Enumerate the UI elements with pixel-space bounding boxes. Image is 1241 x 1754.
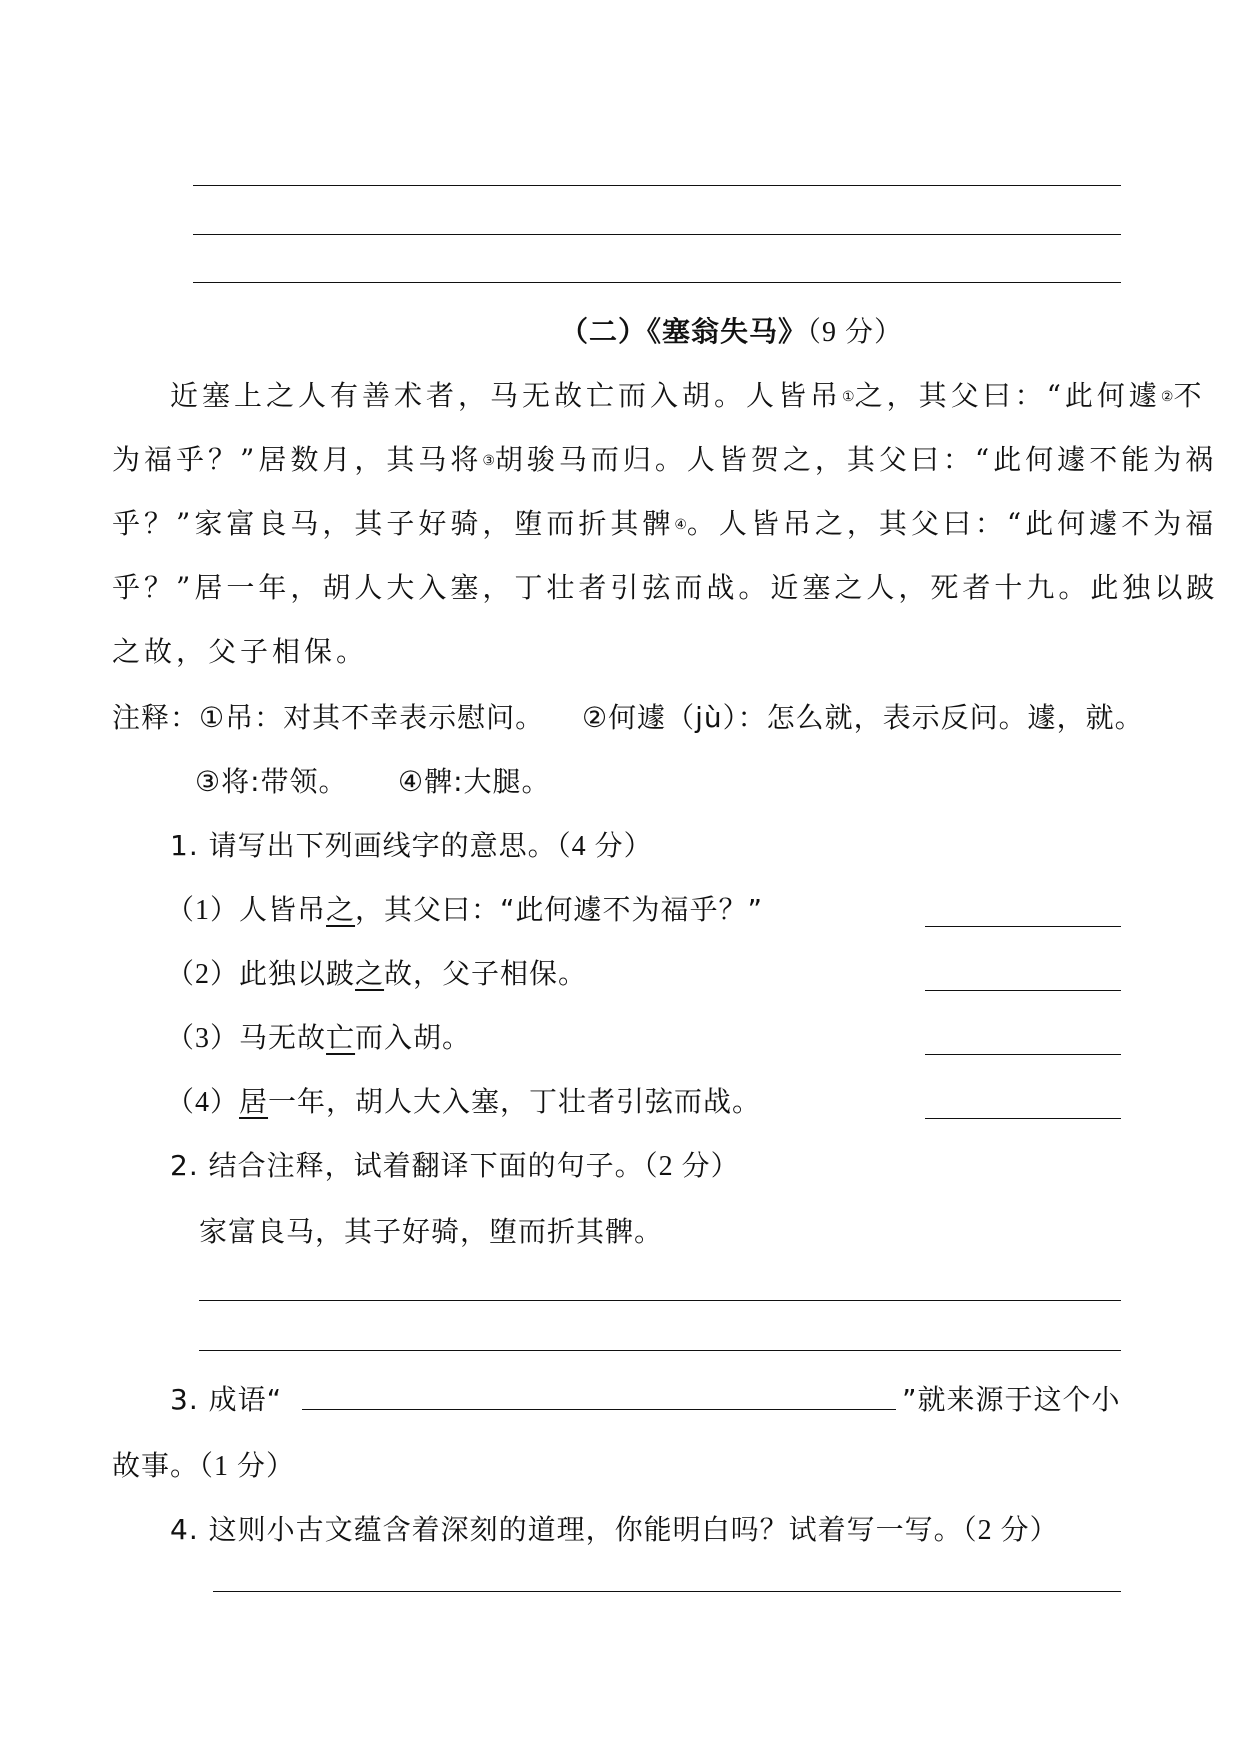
note-2: ②何遽（jù）：怎么就，表示反问。遽，就。: [582, 701, 1144, 734]
footnote-marker-1: ①: [842, 389, 855, 405]
q2-answer-line-2[interactable]: [199, 1350, 1121, 1351]
q1-answer-blank-1[interactable]: [925, 926, 1121, 927]
passage-text: 。人皆吊之，其父曰：“此何遽不为福: [686, 507, 1218, 540]
underlined-character: 亡: [326, 1021, 356, 1054]
q1-item-text: 马无故: [239, 1021, 327, 1054]
note-3: ③将:带领。: [195, 765, 348, 798]
passage-text: 为福乎？”居数月，其马将: [112, 443, 483, 476]
passage-line-2: [112, 438, 1217, 478]
q1-item-number: （4）: [166, 1087, 240, 1118]
underlined-character: 之: [355, 957, 385, 990]
q1-item-number: （1）: [166, 895, 240, 926]
notes-label: 注释：: [112, 701, 200, 734]
footnote-marker-2: ②: [1160, 389, 1174, 405]
q1-item-text: 一年，胡人大入塞，丁壮者引弦而战。: [268, 1085, 762, 1118]
passage-text: 近塞上之人有善术者，马无故亡而入胡。人皆吊: [170, 379, 843, 412]
footnote-marker-3: ③: [482, 453, 495, 469]
passage-line-4: [112, 566, 1218, 606]
footnote-marker-4: ④: [674, 517, 687, 533]
q1-item-1: [166, 888, 763, 928]
q4-prompt: [170, 1508, 1059, 1548]
section-title: [560, 310, 903, 350]
q1-item-3: [166, 1016, 471, 1056]
passage-text: 乎？”居一年，胡人大入塞，丁壮者引弦而战。近塞之人，死者十九。此独以跛: [112, 571, 1219, 604]
q2-sentence: 家富良马，其子好骑，堕而折其髀。: [199, 1215, 664, 1248]
q4-answer-line[interactable]: [213, 1591, 1121, 1592]
passage-text: 之，其父曰：“此何遽: [854, 379, 1161, 412]
passage-text: 乎？”家富良马，其子好骑，堕而折其髀: [112, 507, 675, 540]
q4-points: （2 分）: [962, 1515, 1059, 1546]
q1-item-text: 而入胡。: [355, 1021, 472, 1054]
answer-line-top-3[interactable]: [193, 282, 1121, 283]
q1-item-text: 人皆吊: [239, 893, 327, 926]
q1-item-text: 故，父子相保。: [384, 957, 588, 990]
q1-item-number: （2）: [166, 959, 240, 990]
q1-item-2: [166, 952, 587, 992]
q3-prompt-end: ”就来源于这个小: [902, 1383, 1121, 1416]
q4-prompt-text: 4. 这则小古文蕴含着深刻的道理，你能明白吗？试着写一写。: [170, 1513, 963, 1546]
passage-line-1: [170, 374, 1205, 414]
q2-answer-line-1[interactable]: [199, 1300, 1121, 1301]
q1-item-text: 此独以跛: [239, 957, 356, 990]
passage-line-3: [112, 502, 1217, 542]
q3-points: （1 分）: [199, 1451, 296, 1482]
note-4: ④髀:大腿。: [398, 765, 551, 798]
q1-item-4: [166, 1080, 761, 1120]
q1-points: （4 分）: [556, 831, 653, 862]
answer-line-top-2[interactable]: [193, 234, 1121, 235]
q3-idiom-blank[interactable]: [302, 1409, 896, 1410]
passage-line-5: [112, 630, 368, 670]
q1-item-text: ，其父曰：“此何遽不为福乎？”: [355, 893, 764, 926]
answer-line-top-1[interactable]: [193, 185, 1121, 186]
underlined-character: 居: [239, 1085, 269, 1118]
q3-prompt-start: 3. 成语“: [170, 1383, 283, 1416]
q2-prompt-text: 2. 结合注释，试着翻译下面的句子。: [170, 1149, 644, 1182]
q1-prompt-text: 1. 请写出下列画线字的意思。: [170, 829, 557, 862]
note-1: ①吊：对其不幸表示慰问。: [199, 701, 545, 734]
q1-answer-blank-2[interactable]: [925, 990, 1121, 991]
section-points: （9 分）: [807, 317, 904, 348]
q3-prompt-line-2: [112, 1444, 295, 1484]
q2-prompt: [170, 1144, 740, 1184]
section-title-text: （二）《塞翁失马》: [560, 315, 808, 348]
passage-text: 之故，父子相保。: [112, 635, 369, 668]
notes-line-1: [112, 696, 544, 736]
q1-prompt: [170, 824, 653, 864]
q2-points: （2 分）: [643, 1151, 740, 1182]
passage-text: 胡骏马而归。人皆贺之，其父曰：“此何遽不能为祸: [494, 443, 1218, 476]
q1-item-number: （3）: [166, 1023, 240, 1054]
q3-text: 故事。: [112, 1449, 200, 1482]
q1-answer-blank-4[interactable]: [925, 1118, 1121, 1119]
passage-text: 不: [1173, 379, 1206, 412]
underlined-character: 之: [326, 893, 356, 926]
q1-answer-blank-3[interactable]: [925, 1054, 1121, 1055]
